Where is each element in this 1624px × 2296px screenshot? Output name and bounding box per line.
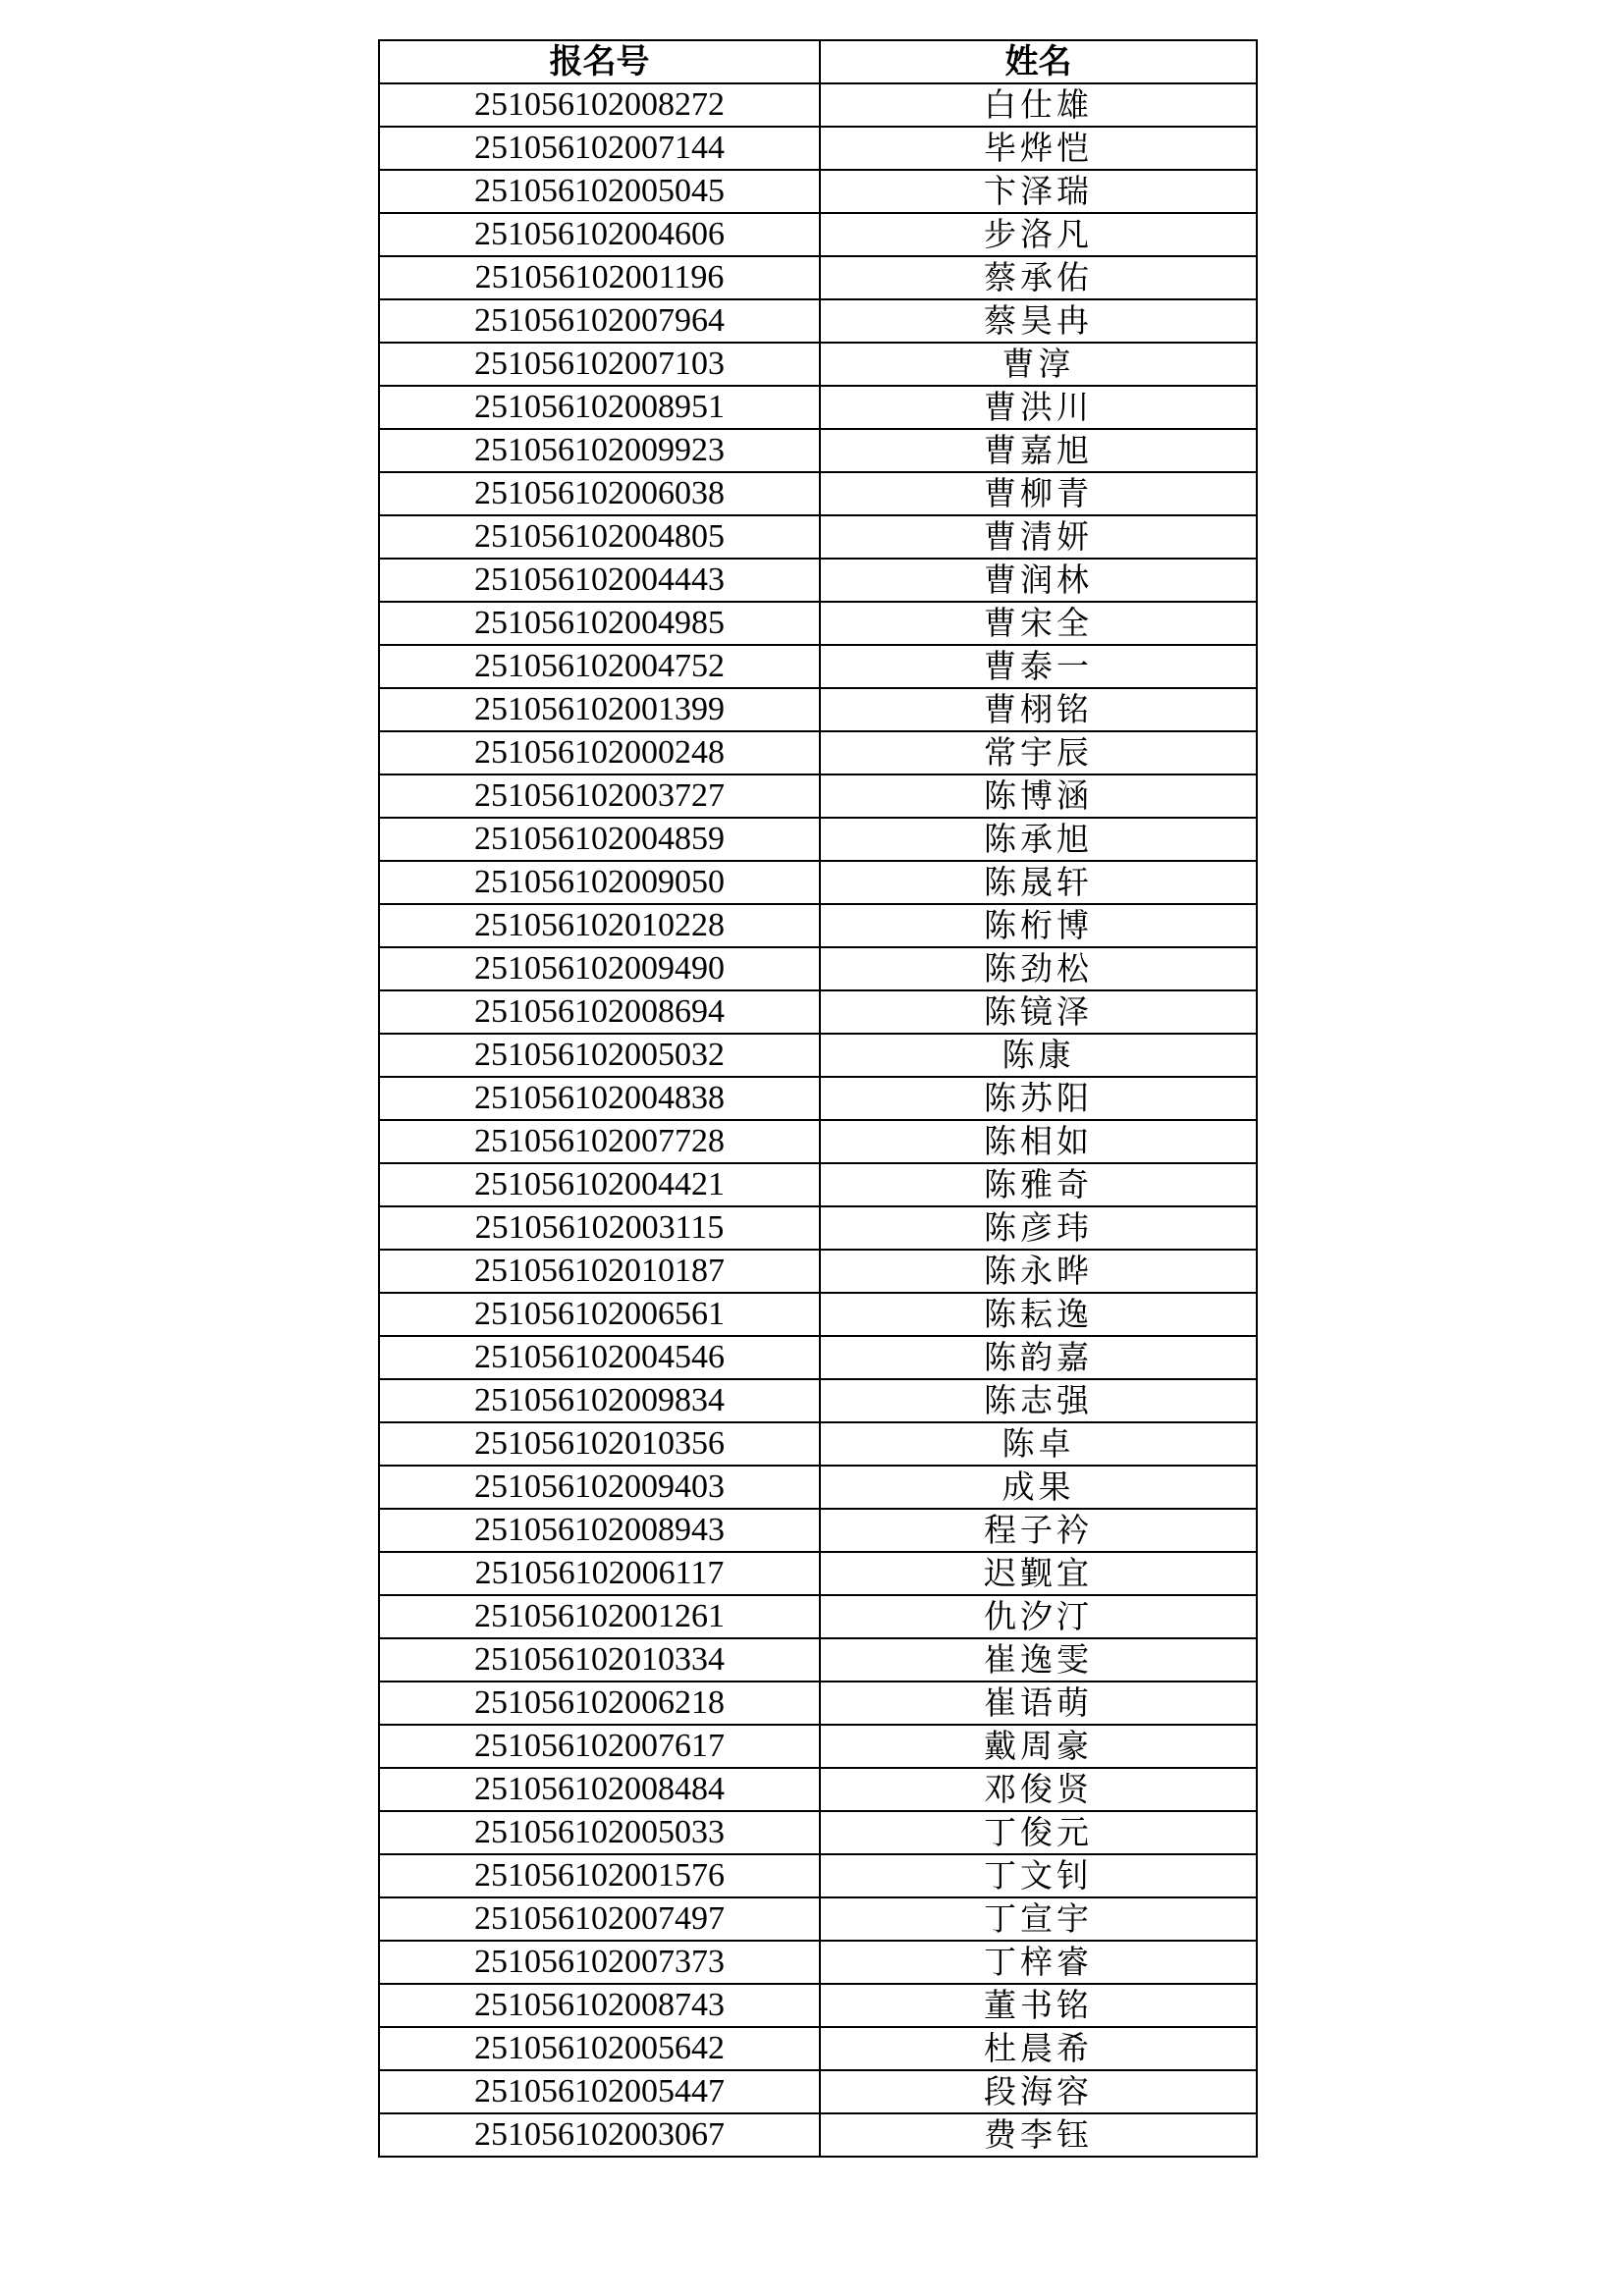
registration-number-cell: 251056102004546 [379, 1336, 820, 1379]
registration-number-cell: 251056102006038 [379, 472, 820, 515]
registration-number-cell: 251056102004985 [379, 602, 820, 645]
column-header-registration-number: 报名号 [379, 40, 820, 83]
table-row [379, 170, 1257, 213]
name-cell: 陈桁博 [820, 904, 1257, 947]
registration-number-cell: 251056102003115 [379, 1206, 820, 1250]
table-row [379, 1206, 1257, 1250]
registration-number-cell: 251056102007497 [379, 1897, 820, 1941]
table-row [379, 774, 1257, 818]
name-cell: 陈劲松 [820, 947, 1257, 990]
table-row [379, 1379, 1257, 1422]
name-cell: 曹泰一 [820, 645, 1257, 688]
name-cell: 丁宣宇 [820, 1897, 1257, 1941]
table-row [379, 861, 1257, 904]
registration-number-cell: 251056102001261 [379, 1595, 820, 1638]
name-cell: 邓俊贤 [820, 1768, 1257, 1811]
name-cell: 程子衿 [820, 1509, 1257, 1552]
registration-number-cell: 251056102009403 [379, 1466, 820, 1509]
table-row [379, 429, 1257, 472]
table-row [379, 990, 1257, 1034]
name-cell: 陈博涵 [820, 774, 1257, 818]
name-cell: 陈镜泽 [820, 990, 1257, 1034]
registration-number-cell: 251056102001196 [379, 256, 820, 299]
name-cell: 丁文钊 [820, 1854, 1257, 1897]
registration-number-cell: 251056102007617 [379, 1725, 820, 1768]
name-cell: 丁俊元 [820, 1811, 1257, 1854]
name-cell: 曹栩铭 [820, 688, 1257, 731]
registration-number-cell: 251056102008743 [379, 1984, 820, 2027]
registration-number-cell: 251056102001576 [379, 1854, 820, 1897]
name-cell: 陈卓 [820, 1422, 1257, 1466]
name-cell: 陈永晔 [820, 1250, 1257, 1293]
registration-number-cell: 251056102004752 [379, 645, 820, 688]
name-cell: 陈彦玮 [820, 1206, 1257, 1250]
registration-number-cell: 251056102003727 [379, 774, 820, 818]
name-cell: 步洛凡 [820, 213, 1257, 256]
name-cell: 白仕雄 [820, 83, 1257, 127]
table-row [379, 818, 1257, 861]
registration-number-cell: 251056102008943 [379, 1509, 820, 1552]
registration-number-cell: 251056102008272 [379, 83, 820, 127]
table-row [379, 1250, 1257, 1293]
registration-number-cell: 251056102009490 [379, 947, 820, 990]
table-row [379, 386, 1257, 429]
table-row [379, 2113, 1257, 2157]
table-row [379, 515, 1257, 559]
table-row [379, 1293, 1257, 1336]
name-cell: 董书铭 [820, 1984, 1257, 2027]
table-row [379, 1120, 1257, 1163]
table-row [379, 1811, 1257, 1854]
name-cell: 蔡承佑 [820, 256, 1257, 299]
table-row [379, 1077, 1257, 1120]
registration-number-cell: 251056102003067 [379, 2113, 820, 2157]
table-row [379, 1984, 1257, 2027]
name-cell: 成果 [820, 1466, 1257, 1509]
name-cell: 曹宋全 [820, 602, 1257, 645]
name-cell: 丁梓睿 [820, 1941, 1257, 1984]
table-row [379, 688, 1257, 731]
name-cell: 陈韵嘉 [820, 1336, 1257, 1379]
name-cell: 陈晟轩 [820, 861, 1257, 904]
table-row [379, 602, 1257, 645]
name-cell: 陈相如 [820, 1120, 1257, 1163]
table-row [379, 1595, 1257, 1638]
registration-number-cell: 251056102008694 [379, 990, 820, 1034]
header-row [379, 40, 1257, 83]
table-row [379, 1552, 1257, 1595]
name-cell: 费李钰 [820, 2113, 1257, 2157]
registration-number-cell: 251056102007728 [379, 1120, 820, 1163]
name-cell: 陈志强 [820, 1379, 1257, 1422]
name-cell: 陈耘逸 [820, 1293, 1257, 1336]
registration-number-cell: 251056102007103 [379, 343, 820, 386]
name-cell: 曹洪川 [820, 386, 1257, 429]
table-row [379, 1768, 1257, 1811]
registration-number-cell: 251056102001399 [379, 688, 820, 731]
name-cell: 毕烨恺 [820, 127, 1257, 170]
name-cell: 卞泽瑞 [820, 170, 1257, 213]
name-cell: 陈雅奇 [820, 1163, 1257, 1206]
registration-number-cell: 251056102007373 [379, 1941, 820, 1984]
roster-table [378, 39, 1258, 2158]
registration-number-cell: 251056102000248 [379, 731, 820, 774]
registration-number-cell: 251056102004606 [379, 213, 820, 256]
table-row [379, 1854, 1257, 1897]
table-row [379, 1422, 1257, 1466]
registration-number-cell: 251056102006117 [379, 1552, 820, 1595]
table-row [379, 559, 1257, 602]
registration-number-cell: 251056102009834 [379, 1379, 820, 1422]
registration-number-cell: 251056102009050 [379, 861, 820, 904]
table-row [379, 1941, 1257, 1984]
registration-number-cell: 251056102006218 [379, 1682, 820, 1725]
table-row [379, 256, 1257, 299]
registration-number-cell: 251056102005642 [379, 2027, 820, 2070]
name-cell: 常宇辰 [820, 731, 1257, 774]
table-row [379, 343, 1257, 386]
name-cell: 陈康 [820, 1034, 1257, 1077]
registration-number-cell: 251056102005045 [379, 170, 820, 213]
name-cell: 陈承旭 [820, 818, 1257, 861]
table-body [379, 83, 1257, 2157]
table-row [379, 127, 1257, 170]
table-row [379, 645, 1257, 688]
table-row [379, 299, 1257, 343]
registration-number-cell: 251056102009923 [379, 429, 820, 472]
registration-number-cell: 251056102008484 [379, 1768, 820, 1811]
registration-number-cell: 251056102004421 [379, 1163, 820, 1206]
table-row [379, 213, 1257, 256]
name-cell: 戴周豪 [820, 1725, 1257, 1768]
registration-number-cell: 251056102005447 [379, 2070, 820, 2113]
name-cell: 曹嘉旭 [820, 429, 1257, 472]
table-row [379, 1336, 1257, 1379]
table-header [379, 40, 1257, 83]
registration-number-cell: 251056102008951 [379, 386, 820, 429]
registration-number-cell: 251056102004805 [379, 515, 820, 559]
name-cell: 曹淳 [820, 343, 1257, 386]
name-cell: 段海容 [820, 2070, 1257, 2113]
table-row [379, 1163, 1257, 1206]
registration-number-cell: 251056102010228 [379, 904, 820, 947]
registration-number-cell: 251056102006561 [379, 1293, 820, 1336]
registration-number-cell: 251056102004838 [379, 1077, 820, 1120]
registration-number-cell: 251056102010356 [379, 1422, 820, 1466]
registration-number-cell: 251056102005033 [379, 1811, 820, 1854]
table-row [379, 947, 1257, 990]
table-row [379, 1897, 1257, 1941]
registration-number-cell: 251056102004859 [379, 818, 820, 861]
name-cell: 曹柳青 [820, 472, 1257, 515]
name-cell: 仇汐汀 [820, 1595, 1257, 1638]
table-row [379, 1638, 1257, 1682]
table-row [379, 1034, 1257, 1077]
registration-number-cell: 251056102010187 [379, 1250, 820, 1293]
column-header-name: 姓名 [820, 40, 1257, 83]
name-cell: 崔逸雯 [820, 1638, 1257, 1682]
table-row [379, 2070, 1257, 2113]
table-row [379, 472, 1257, 515]
table-row [379, 1509, 1257, 1552]
name-cell: 蔡昊冉 [820, 299, 1257, 343]
table-row [379, 83, 1257, 127]
name-cell: 崔语萌 [820, 1682, 1257, 1725]
name-cell: 迟觐宜 [820, 1552, 1257, 1595]
registration-number-cell: 251056102010334 [379, 1638, 820, 1682]
table-row [379, 731, 1257, 774]
name-cell: 杜晨希 [820, 2027, 1257, 2070]
registration-number-cell: 251056102007144 [379, 127, 820, 170]
table-row [379, 2027, 1257, 2070]
table-row [379, 1466, 1257, 1509]
registration-number-cell: 251056102005032 [379, 1034, 820, 1077]
table-row [379, 1682, 1257, 1725]
name-cell: 曹清妍 [820, 515, 1257, 559]
table-row [379, 904, 1257, 947]
registration-number-cell: 251056102004443 [379, 559, 820, 602]
name-cell: 曹润林 [820, 559, 1257, 602]
registration-number-cell: 251056102007964 [379, 299, 820, 343]
name-cell: 陈苏阳 [820, 1077, 1257, 1120]
table-row [379, 1725, 1257, 1768]
